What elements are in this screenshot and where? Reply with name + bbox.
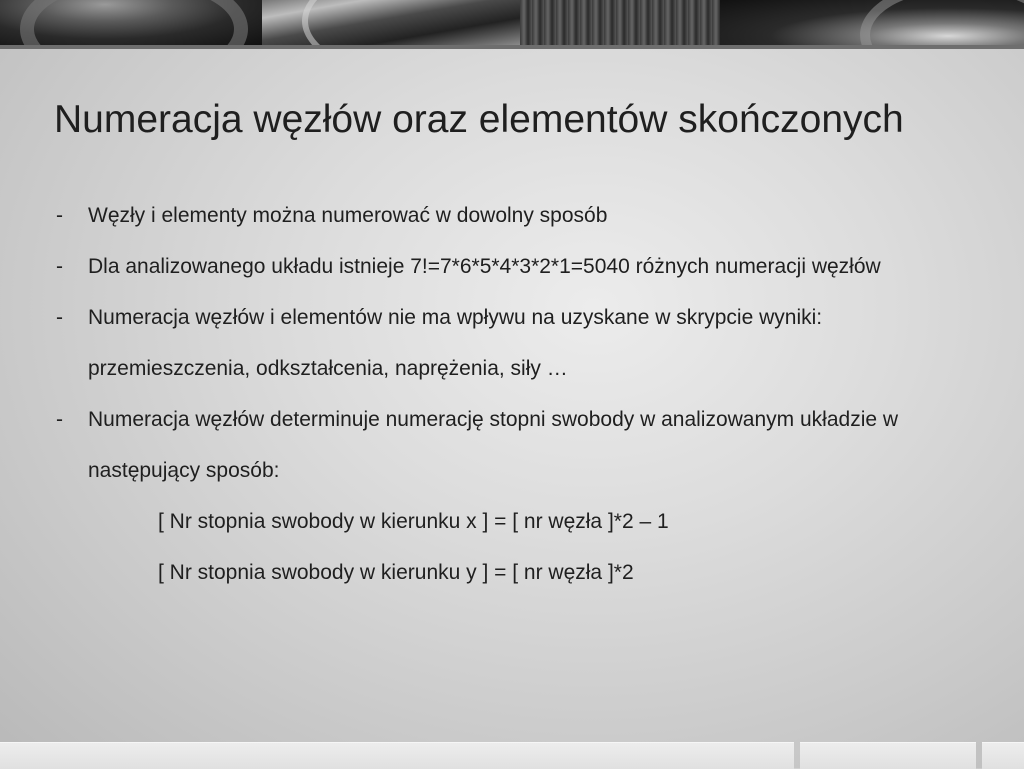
formula-y-direction: [ Nr stopnia swobody w kierunku y ] = [ nr węzła ]*2 xyxy=(158,561,634,584)
bullet-marker: - xyxy=(56,204,63,227)
footer-strip xyxy=(0,742,1024,768)
header-photo-strip xyxy=(0,0,1024,45)
header-photo-tire xyxy=(720,0,1024,45)
header-photo-wheel xyxy=(0,0,262,45)
bullet-text: Węzły i elementy można numerować w dowolny sposób xyxy=(88,204,608,227)
bullet-text: Numeracja węzłów i elementów nie ma wpływu na uzyskane w skrypcie wyniki: przemieszczenia, odkształcenia, naprężenia, siły … xyxy=(88,306,823,380)
bullet-text: Numeracja węzłów determinuje numerację stopni swobody w analizowanym układzie w następujący sposób: xyxy=(88,408,899,482)
header-photo-disc xyxy=(262,0,520,45)
footer-box-date xyxy=(800,742,976,769)
footer-box-main xyxy=(0,742,794,769)
bullet-item xyxy=(54,241,974,292)
header-divider xyxy=(0,45,1024,49)
bullet-item xyxy=(54,292,974,394)
bullet-list xyxy=(54,190,974,598)
bullet-item xyxy=(54,190,974,241)
bullet-marker: - xyxy=(56,408,63,431)
header-photo-metal xyxy=(520,0,720,45)
formula-x-direction: [ Nr stopnia swobody w kierunku x ] = [ nr węzła ]*2 – 1 xyxy=(158,510,669,533)
bullet-marker: - xyxy=(56,306,63,329)
slide-title: Numeracja węzłów oraz elementów skończonych xyxy=(54,98,904,141)
bullet-marker: - xyxy=(56,255,63,278)
bullet-item xyxy=(54,394,974,598)
footer-box-page xyxy=(982,742,1024,769)
bullet-text: Dla analizowanego układu istnieje 7!=7*6*5*4*3*2*1=5040 różnych numeracji węzłów xyxy=(88,255,881,278)
